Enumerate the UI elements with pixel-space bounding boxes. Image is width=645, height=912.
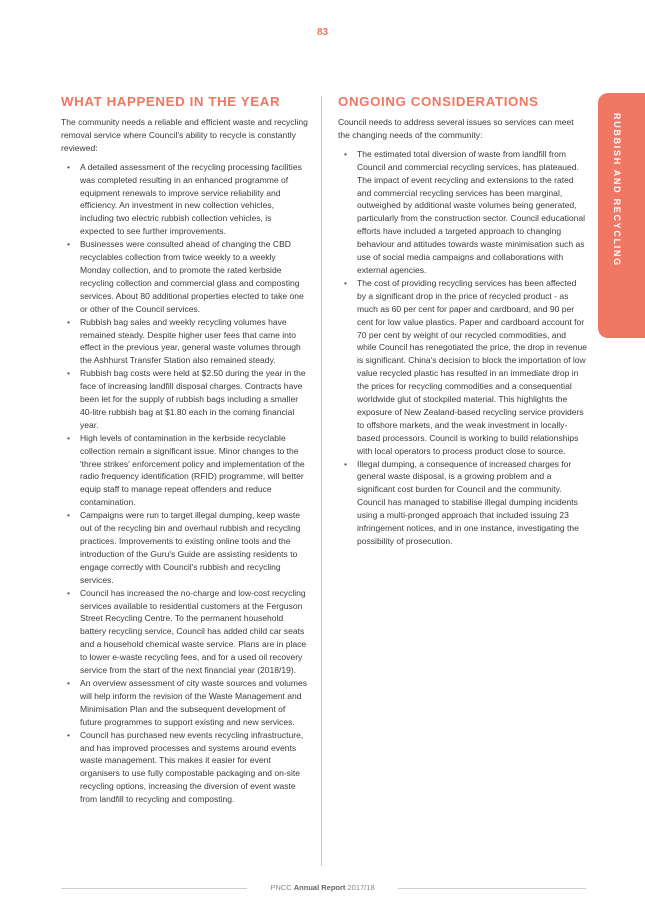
list-item: • Rubbish bag costs were held at $2.50 during the year in the face of increasing landfill disposal charges. Contracts have been let for the supply of rubbish bags including a smaller 40-litre rubbish bag at $1.80 each in the coming financial year. (61, 367, 308, 432)
right-bullet-list (338, 148, 587, 548)
column-divider (321, 96, 322, 866)
list-item: • The estimated total diversion of waste from landfill from Council and commercial recycling services, has plateaued. The impact of event recycling and extensions to the rated and commercial recycling services has been marginal, outweighed by additional waste volumes being generated, particularly from the construction sector. Council educational efforts have included a targeted approach to changing behaviour and attitudes towards waste minimisation such as use of social media campaigns and collaborations with external agencies. (338, 148, 587, 277)
page-number: 83 (316, 27, 329, 38)
list-item: • An overview assessment of city waste sources and volumes will help inform the revision of the Waste Management and Minimisation Plan and the subsequent development of future programmes to support existing and new services. (61, 677, 308, 729)
list-item: • A detailed assessment of the recycling processing facilities was completed resulting in an enhanced programme of equipment renewals to improve service reliability and efficiency. An investment in new collection vehicles, including two electric rubbish collection vehicles, is expected to see further improvements. (61, 161, 308, 238)
section-heading-what-happened: WHAT HAPPENED IN THE YEAR (61, 94, 281, 109)
right-column (338, 94, 587, 548)
right-intro: Council needs to address several issues so services can meet the changing needs of the community: (338, 117, 574, 140)
footer-title: Annual Report (293, 883, 346, 892)
left-column (61, 94, 308, 806)
section-side-tab (598, 93, 645, 338)
list-item: • Businesses were consulted ahead of changing the CBD recyclables collection from twice weekly to a weekly Monday collection, and to promote the rated kerbside recycling collection and commercial glass and composting services. About 80 additional properties elected to take one or other of the Council services. (61, 238, 308, 315)
footer-org: PNCC (270, 883, 292, 892)
left-intro: The community needs a reliable and efficient waste and recycling removal service where Council's ability to recycle is constantly reviewed: (61, 117, 308, 153)
list-item: • Illegal dumping, a consequence of increased charges for general waste disposal, is a growing problem and a significant cost burden for Council and the community. Council has managed to stabilise illegal dumping incidents using a multi-pronged approach that included issuing 23 infringement notices, and in one instance, investigating the possibility of prosecution. (338, 458, 587, 548)
list-item: • High levels of contamination in the kerbside recyclable collection remain a significant issue. Minor changes to the 'three strikes' enforcement policy and implementation of the radio frequency identification (RFID) programme, will better equip staff to manage repeat offenders and reduce contamination. (61, 432, 308, 509)
left-bullet-list (61, 161, 308, 806)
list-item: • The cost of providing recycling services has been affected by a significant drop in the price of recycled product - as much as 60 per cent for paper and cardboard, and 90 per cent for low value plastics. Paper and cardboard account for 70 per cent by weight of our recycled commodities, and while Council has renegotiated the price, the drop in revenue is significant. China's decision to block the importation of low value recycled plastic has resulted in an immediate drop in the prices for recycling commodities and a consequential worldwide glut of stockpiled material. This highlights the exposure of New Zealand-based recycling service providers to offshore markets, and the weak investment in locally-based processors. Council is working to build relationships with local operators to process product close to source. (338, 277, 587, 458)
footer-year: 2017/18 (347, 883, 375, 892)
list-item: • Rubbish bag sales and weekly recycling volumes have remained steady. Despite higher user fees that came into effect in the previous year, general waste volumes through the Ashhurst Transfer Station also remained steady. (61, 316, 308, 368)
list-item: • Council has increased the no-charge and low-cost recycling services available to residential customers at the Ferguson Street Recycling Centre. To the permanent household battery recycling service, Council has added child car seats and a household chemical waste service. Plans are in place to lower e-waste recycling fees, and for a used oil recovery service from the start of the next financial year (2018/19). (61, 587, 308, 677)
list-item: • Council has purchased new events recycling infrastructure, and has improved processes and systems around events waste management. This makes it easier for event organisers to use fully compostable packaging and on-site recycling options, increasing the diversion of event waste from landfill to recycling and composting. (61, 729, 308, 806)
side-tab-label: RUBBISH AND RECYCLING (612, 113, 622, 267)
section-heading-ongoing-considerations: ONGOING CONSIDERATIONS (338, 94, 539, 109)
footer-rule-right (398, 888, 586, 889)
list-item: • Campaigns were run to target illegal dumping, keep waste out of the recycling bin and overhaul rubbish and recycling practices. Improvements to existing online tools and the introduction of the Guru's Guide are assisting residents to engage correctly with Council's rubbish and recycling services. (61, 509, 308, 586)
